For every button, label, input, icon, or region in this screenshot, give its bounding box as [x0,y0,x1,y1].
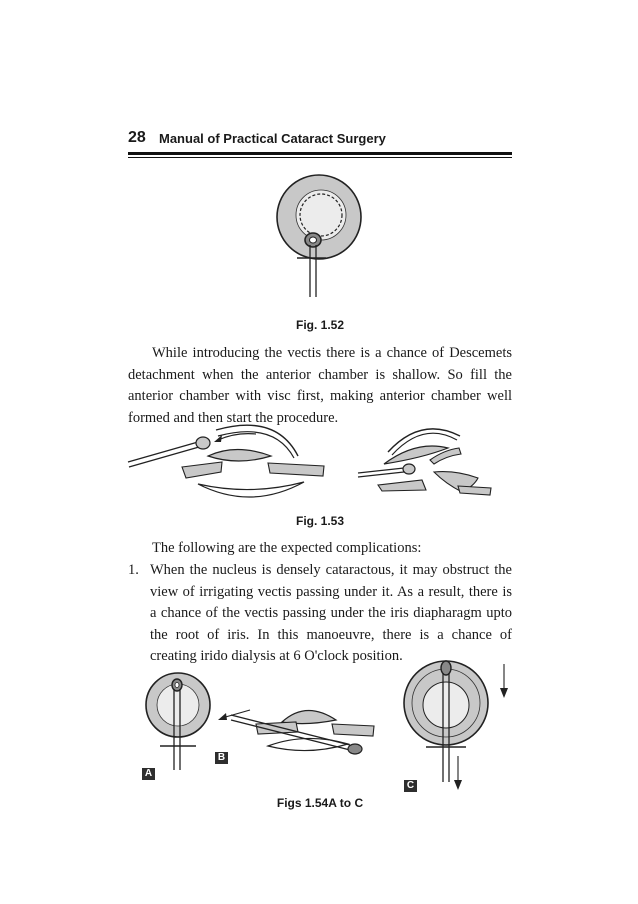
panel-b-diagram [218,710,374,754]
lens-left [208,450,271,462]
panel-label-b: B [215,752,228,764]
header-rule-thin [128,157,512,158]
iris-right-a [378,480,426,491]
panel-label-a: A [142,768,155,780]
list-item-1-number: 1. [128,562,139,578]
pupil-circle [296,190,346,240]
panel-label-c: C [404,780,417,792]
panel-c-diagram [404,661,508,790]
figure-1-54-illustration [136,660,516,795]
panel-a-diagram [146,673,210,770]
posterior-capsule-left [198,482,304,497]
vectis-tip-left [196,437,210,449]
complications-lead: The following are the expected complications: [152,540,422,556]
figure-1-53-illustration [126,418,501,510]
figure-1-52-caption: Fig. 1.52 [295,318,345,332]
vectis-left-b [129,447,199,467]
iris-right-c [458,486,491,495]
vectis-left-a [128,442,198,462]
paragraph-1: While introducing the vectis there is a chance of Descemets detachment when the anterior chamber is shallow. So fill the anterior chamber with visc first, making anterior chamber well formed and then start the procedure. [128,345,512,426]
vectis-tip-right [403,464,415,474]
figure-1-53-caption: Fig. 1.53 [295,514,345,528]
list-item-1-text: When the nucleus is densely cataractous, it may obstruct the view of irrigating vectis passing under it. As a result, there is a chance of the vectis passing under the iris diapharagm upto the root of iris. In this manoeuvre, there is a chance of creating irido dialysis at 6 O'clock position. [150,562,512,664]
iris-left-a [182,462,222,478]
figure-1-54-caption: Figs 1.54A to C [276,796,364,810]
figure-1-52-illustration [270,172,370,302]
book-title: Manual of Practical Cataract Surgery [159,131,386,146]
header-rule-thick [128,152,512,155]
page-number: 28 [128,129,146,146]
iris-left-b [268,463,324,476]
running-head [128,129,512,153]
